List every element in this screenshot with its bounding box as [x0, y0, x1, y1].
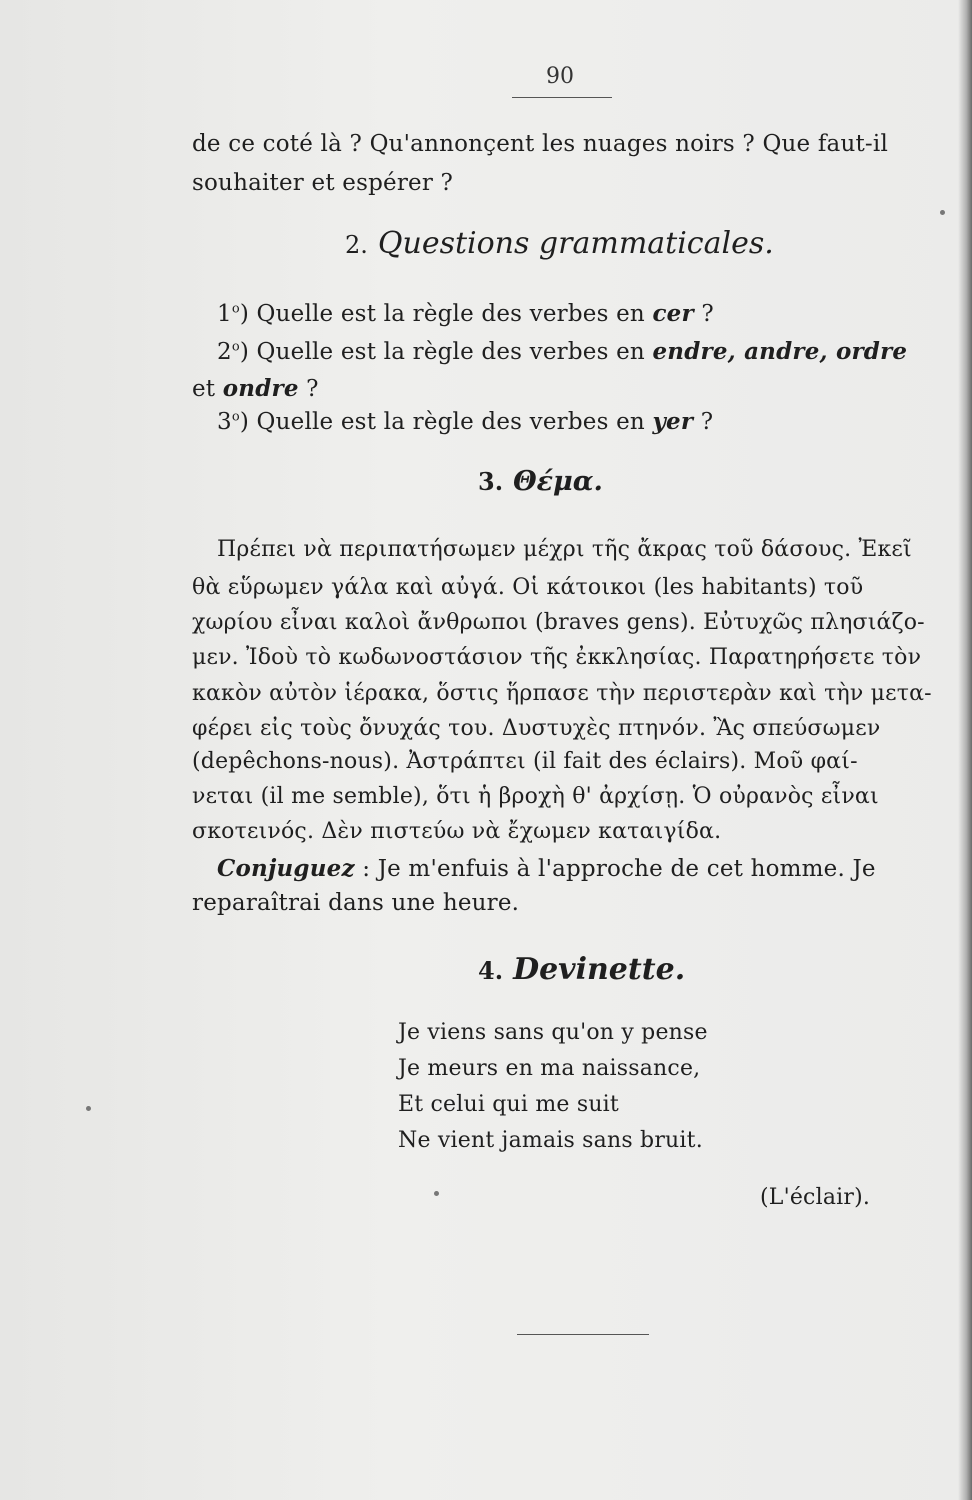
section-2-heading — [345, 226, 774, 261]
question-3-number: 3 — [217, 409, 232, 435]
question-1-text: ) Quelle est la règle des verbes en — [239, 301, 653, 327]
section-3-heading — [478, 466, 603, 497]
question-2-terms: endre, andre, ordre — [652, 338, 908, 365]
conjuguez-label: Conjuguez — [217, 855, 355, 882]
question-3-text: ) Quelle est la règle des verbes en — [239, 409, 653, 435]
question-2-number: 2 — [217, 339, 232, 365]
greek-line-3: χωρίου εἶναι καλοὶ ἄνθρωποι (braves gens). Εὐτυχῶς πλησιάζο- — [192, 610, 925, 635]
question-2 — [217, 340, 907, 364]
greek-line-7: (depêchons-nous). Ἀστράπτει (il fait des éclairs). Μοῦ φαί- — [192, 749, 858, 774]
section-3-number: 3. — [478, 467, 504, 496]
question-3 — [217, 410, 713, 434]
section-4-heading — [478, 952, 685, 987]
conjuguez-line-2: reparaîtrai dans une heure. — [192, 890, 520, 916]
question-1-number: 1 — [217, 301, 232, 327]
page-number: 90 — [546, 64, 574, 89]
page-edge-shadow — [958, 0, 972, 1500]
paper-speck — [940, 210, 945, 215]
greek-line-2: θὰ εὕρωμεν γάλα καὶ αὐγά. Οἱ κάτοικοι (les habitants) τοῦ — [192, 575, 864, 600]
section-3-title: Θέμα. — [513, 466, 603, 497]
question-2-continuation — [192, 377, 319, 401]
greek-line-8: νεται (il me semble), ὅτι ἡ βροχὴ θ' ἀρχίσῃ. Ὁ οὐρανὸς εἶναι — [192, 784, 879, 809]
question-3-sup: o — [231, 409, 240, 425]
poem-line-3: Et celui qui me suit — [398, 1092, 619, 1117]
greek-line-5: κακὸν αὐτὸν ἱέρακα, ὅστις ἥρπασε τὴν περιστερὰν καὶ τὴν μετα- — [192, 681, 932, 706]
question-2-cont-prefix: et — [192, 376, 223, 402]
question-1-term: cer — [652, 300, 694, 327]
greek-line-4: μεν. Ἰδοὺ τὸ κωδωνοστάσιον τῆς ἐκκλησίας. Παρατηρήσετε τὸν — [192, 645, 922, 670]
paper-speck — [434, 1191, 439, 1196]
question-2-sup: o — [231, 339, 240, 355]
greek-line-9: σκοτεινός. Δὲν πιστεύω νὰ ἔχωμεν καταιγίδα. — [192, 819, 722, 844]
paper-speck — [86, 1106, 91, 1111]
conjuguez-text: : Je m'enfuis à l'approche de cet homme. Je — [354, 856, 876, 882]
intro-line-2: souhaiter et espérer ? — [192, 170, 454, 196]
question-2-text: ) Quelle est la règle des verbes en — [239, 339, 653, 365]
section-4-number: 4. — [478, 956, 504, 985]
question-1-sup: o — [231, 301, 240, 317]
section-2-number: 2. — [345, 231, 368, 259]
question-2-cont-term: ondre — [222, 375, 299, 402]
conjuguez-line-1 — [217, 857, 876, 881]
bottom-divider — [517, 1334, 649, 1335]
intro-line-1: de ce coté là ? Qu'annonçent les nuages noirs ? Que faut-il — [192, 131, 889, 157]
poem-line-2: Je meurs en ma naissance, — [398, 1056, 701, 1081]
question-3-end: ? — [693, 409, 714, 435]
riddle-answer: (L'éclair). — [760, 1185, 871, 1210]
poem-line-4: Ne vient jamais sans bruit. — [398, 1128, 703, 1153]
question-1 — [217, 302, 714, 326]
section-2-title: Questions grammaticales. — [377, 226, 774, 261]
greek-line-6: φέρει εἰς τοὺς ὄνυχάς του. Δυστυχὲς πτηνόν. Ἂς σπεύσωμεν — [192, 716, 881, 741]
question-3-term: yer — [652, 408, 694, 435]
question-2-cont-end: ? — [298, 376, 319, 402]
greek-line-1: Πρέπει νὰ περιπατήσωμεν μέχρι τῆς ἄκρας τοῦ δάσους. Ἐκεῖ — [217, 537, 912, 562]
section-4-title: Devinette. — [513, 952, 686, 987]
top-divider — [512, 97, 612, 98]
question-1-end: ? — [693, 301, 714, 327]
poem-line-1: Je viens sans qu'on y pense — [398, 1020, 708, 1045]
